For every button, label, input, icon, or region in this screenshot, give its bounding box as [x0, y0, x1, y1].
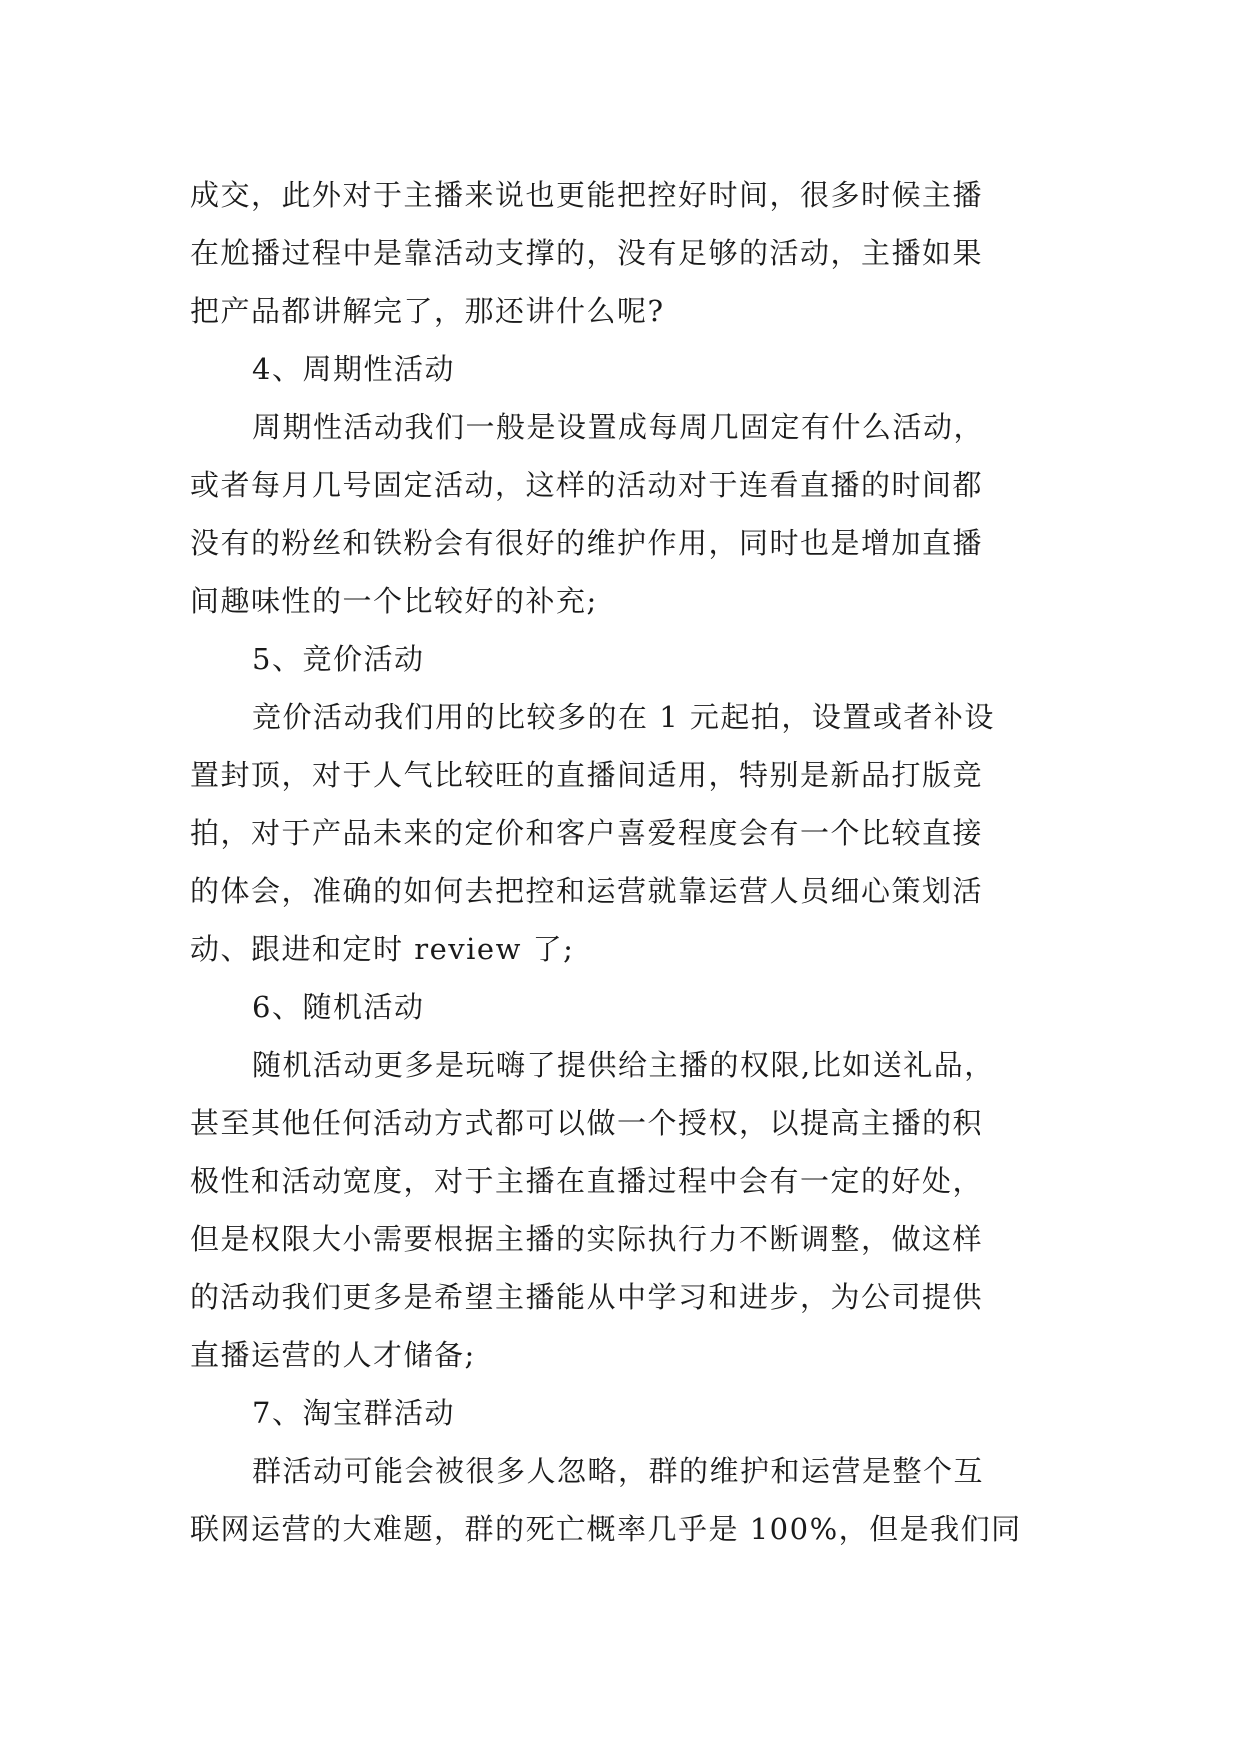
body-line: 置封顶，对于人气比较旺的直播间适用，特别是新品打版竞: [190, 758, 984, 792]
paragraph-first-line: 群活动可能会被很多人忽略，群的维护和运营是整个互: [252, 1454, 985, 1488]
document-body: [190, 166, 1050, 1558]
section-heading-6: 6、随机活动: [252, 990, 425, 1024]
body-line: 没有的粉丝和铁粉会有很好的维护作用，同时也是增加直播: [190, 526, 984, 560]
body-line: 甚至其他任何活动方式都可以做一个授权，以提高主播的积: [190, 1106, 984, 1140]
body-line: 拍，对于产品未来的定价和客户喜爱程度会有一个比较直接: [190, 816, 984, 850]
body-line: 成交，此外对于主播来说也更能把控好时间，很多时候主播: [190, 178, 984, 212]
body-line: 间趣味性的一个比较好的补充;: [190, 584, 598, 618]
section-heading-7: 7、淘宝群活动: [252, 1396, 455, 1430]
paragraph-first-line: 随机活动更多是玩嗨了提供给主播的权限,比如送礼品，: [252, 1048, 995, 1082]
body-line: 在尬播过程中是靠活动支撑的，没有足够的活动，主播如果: [190, 236, 984, 270]
paragraph-first-line: 竞价活动我们用的比较多的在 1 元起拍，设置或者补设: [252, 700, 995, 734]
body-line: 动、跟进和定时 review 了;: [190, 932, 575, 966]
body-line: 直播运营的人才储备;: [190, 1338, 476, 1372]
section-heading-5: 5、竞价活动: [252, 642, 425, 676]
body-line: 联网运营的大难题，群的死亡概率几乎是 100%，但是我们同: [190, 1512, 1022, 1546]
body-line: 极性和活动宽度，对于主播在直播过程中会有一定的好处，: [190, 1164, 984, 1198]
body-line: 把产品都讲解完了，那还讲什么呢?: [190, 294, 665, 328]
body-line: 但是权限大小需要根据主播的实际执行力不断调整，做这样: [190, 1222, 984, 1256]
body-line: 的体会，准确的如何去把控和运营就靠运营人员细心策划活: [190, 874, 984, 908]
section-heading-4: 4、周期性活动: [252, 352, 455, 386]
body-line: 或者每月几号固定活动，这样的活动对于连看直播的时间都: [190, 468, 984, 502]
body-line: 的活动我们更多是希望主播能从中学习和进步，为公司提供: [190, 1280, 984, 1314]
paragraph-first-line: 周期性活动我们一般是设置成每周几固定有什么活动，: [252, 410, 985, 444]
